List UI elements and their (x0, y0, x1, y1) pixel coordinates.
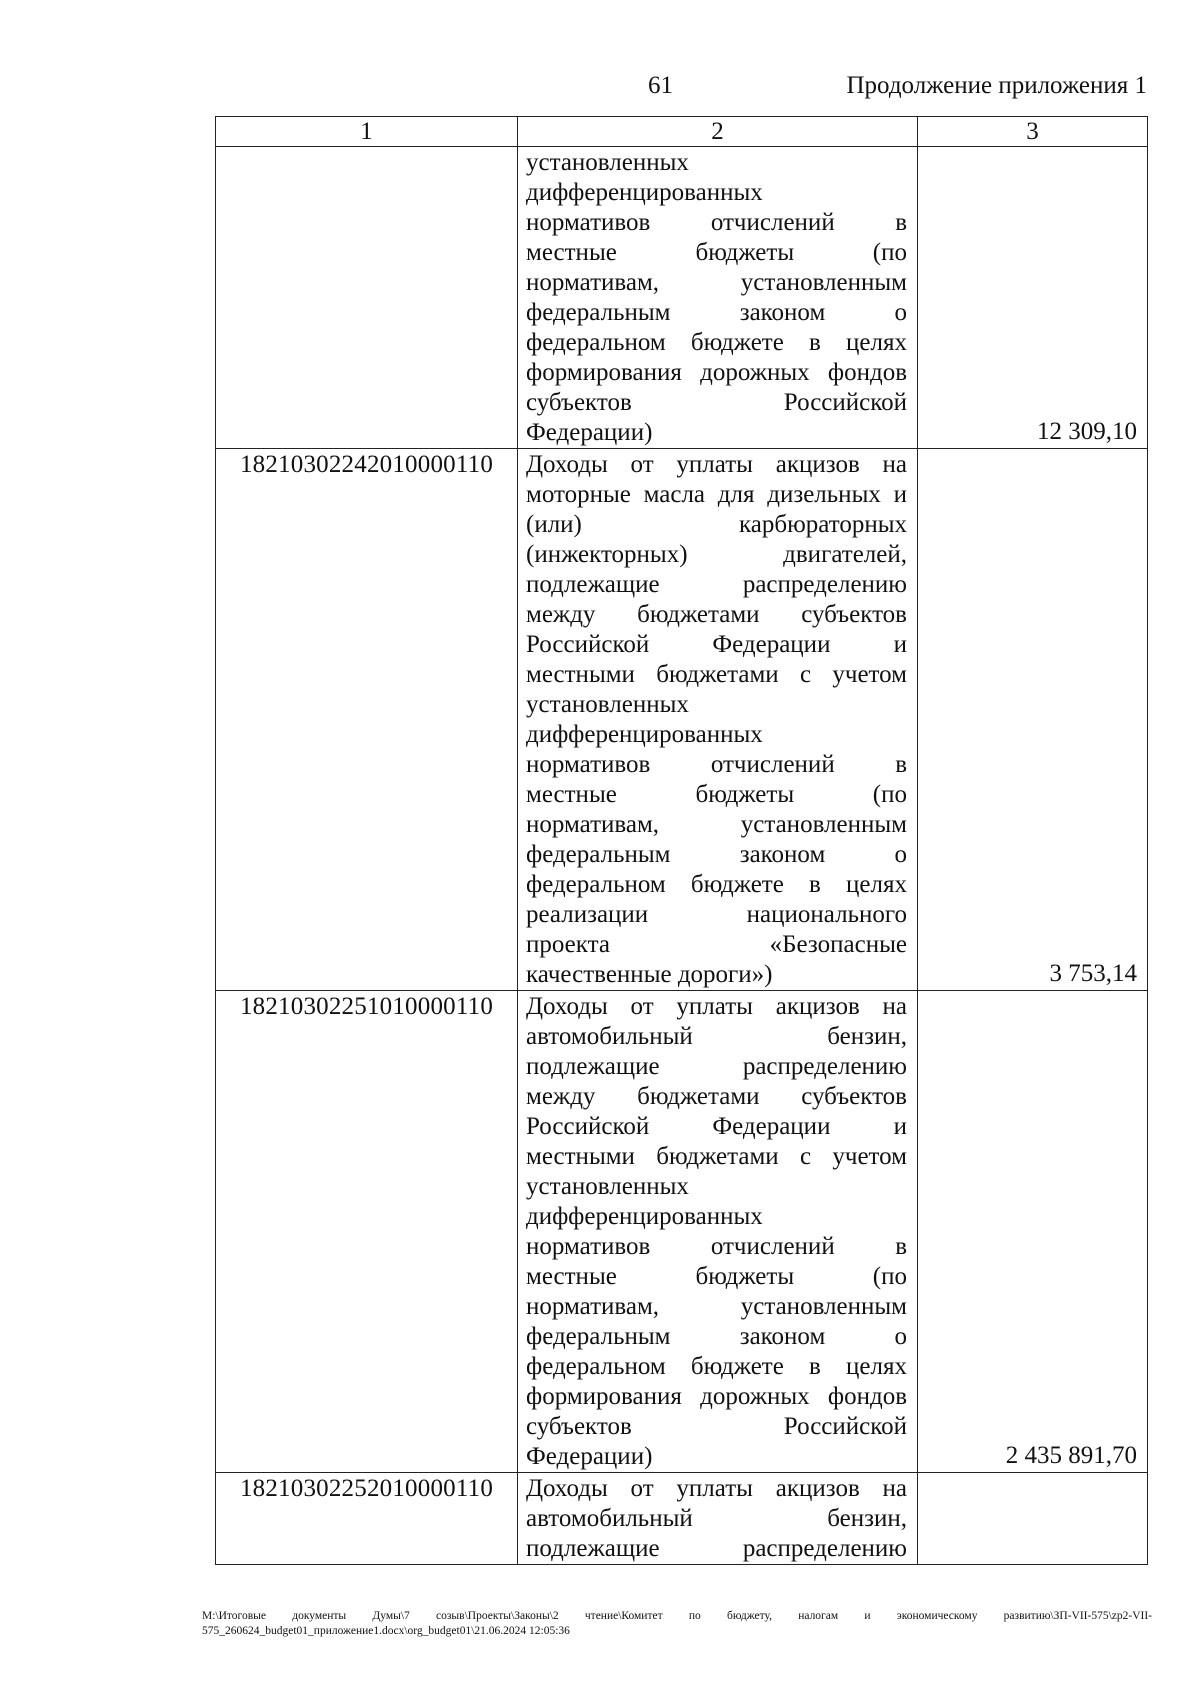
description-line: (или) карбюраторных (526, 511, 907, 538)
description-line: Доходы от уплаты акцизов на (526, 1475, 907, 1502)
description-line: федеральным законом о (526, 1323, 907, 1350)
description-line: федеральном бюджете в целях (526, 1353, 907, 1380)
description-line: местные бюджеты (по (526, 1263, 907, 1290)
amount: 12 309,10 (918, 147, 1148, 449)
description-line: нормативам, установленным (526, 811, 907, 838)
file-path-footer (202, 1609, 1152, 1639)
table-row (216, 147, 1148, 449)
column-header-code: 1 (216, 117, 518, 147)
description-line: подлежащие распределению (526, 571, 907, 598)
description-line: дифференцированных (526, 1203, 763, 1230)
description-line: нормативам, установленным (526, 269, 907, 296)
description-line: Доходы от уплаты акцизов на (526, 451, 907, 478)
description-line: установленных (526, 149, 689, 176)
description-line: реализации национального (526, 901, 907, 928)
column-header-name: 2 (518, 117, 918, 147)
description-line: Федерации) (526, 1443, 653, 1470)
footer-line-2: 575_260624_budget01_приложение1.docx\org_budget01\21.06.2024 12:05:36 (202, 1625, 570, 1637)
description-line: Российской Федерации и (526, 1113, 907, 1140)
revenue-table (215, 116, 1148, 1565)
description-line: местные бюджеты (по (526, 239, 907, 266)
budget-code: 18210302242010000110 (216, 449, 518, 991)
description-line: между бюджетами субъектов (526, 601, 907, 628)
amount: 2 435 891,70 (918, 991, 1148, 1473)
description-line: моторные масла для дизельных и (526, 481, 907, 508)
description-line: подлежащие распределению (526, 1535, 907, 1562)
description-line: качественные дороги») (526, 961, 773, 988)
description-line: субъектов Российской (526, 1413, 907, 1440)
amount (918, 1473, 1148, 1565)
budget-code: 18210302251010000110 (216, 991, 518, 1473)
description-line: дифференцированных (526, 721, 763, 748)
description-line: установленных (526, 1173, 689, 1200)
revenue-description (518, 1473, 918, 1565)
description-line: нормативам, установленным (526, 1293, 907, 1320)
revenue-description (518, 147, 918, 449)
description-line: формирования дорожных фондов (526, 1383, 907, 1410)
column-header-amount: 3 (918, 117, 1148, 147)
description-line: Федерации) (526, 419, 653, 446)
description-line: нормативов отчислений в (526, 209, 907, 236)
description-line: федеральным законом о (526, 841, 907, 868)
footer-line-1: M:\Итоговые документы Думы\7 созыв\Проекты\Законы\2 чтение\Комитет по бюджету, налогам и экономическому развитию\ЗП-VII-575\zp2-VII- (202, 1610, 1152, 1622)
description-line: формирования дорожных фондов (526, 359, 907, 386)
amount: 3 753,14 (918, 449, 1148, 991)
description-line: автомобильный бензин, (526, 1505, 907, 1532)
page-number: 61 (648, 72, 673, 99)
description-line: между бюджетами субъектов (526, 1083, 907, 1110)
description-line: автомобильный бензин, (526, 1023, 907, 1050)
description-line: установленных (526, 691, 689, 718)
description-line: субъектов Российской (526, 389, 907, 416)
description-line: Российской Федерации и (526, 631, 907, 658)
description-line: местными бюджетами с учетом (526, 661, 907, 688)
description-line: проекта «Безопасные (526, 931, 907, 958)
description-line: Доходы от уплаты акцизов на (526, 993, 907, 1020)
description-line: федеральным законом о (526, 299, 907, 326)
table-header-row (216, 117, 1148, 147)
budget-code: 18210302252010000110 (216, 1473, 518, 1565)
table-row (216, 991, 1148, 1473)
description-line: местные бюджеты (по (526, 781, 907, 808)
table-row (216, 1473, 1148, 1565)
revenue-description (518, 449, 918, 991)
table-body (216, 147, 1148, 1565)
description-line: нормативов отчислений в (526, 751, 907, 778)
description-line: подлежащие распределению (526, 1053, 907, 1080)
revenue-description (518, 991, 918, 1473)
budget-code (216, 147, 518, 449)
table-row (216, 449, 1148, 991)
description-line: нормативов отчислений в (526, 1233, 907, 1260)
description-line: федеральном бюджете в целях (526, 329, 907, 356)
description-line: дифференцированных (526, 179, 763, 206)
description-line: (инжекторных) двигателей, (526, 541, 907, 568)
description-line: федеральном бюджете в целях (526, 871, 907, 898)
continuation-note: Продолжение приложения 1 (846, 72, 1147, 99)
description-line: местными бюджетами с учетом (526, 1143, 907, 1170)
